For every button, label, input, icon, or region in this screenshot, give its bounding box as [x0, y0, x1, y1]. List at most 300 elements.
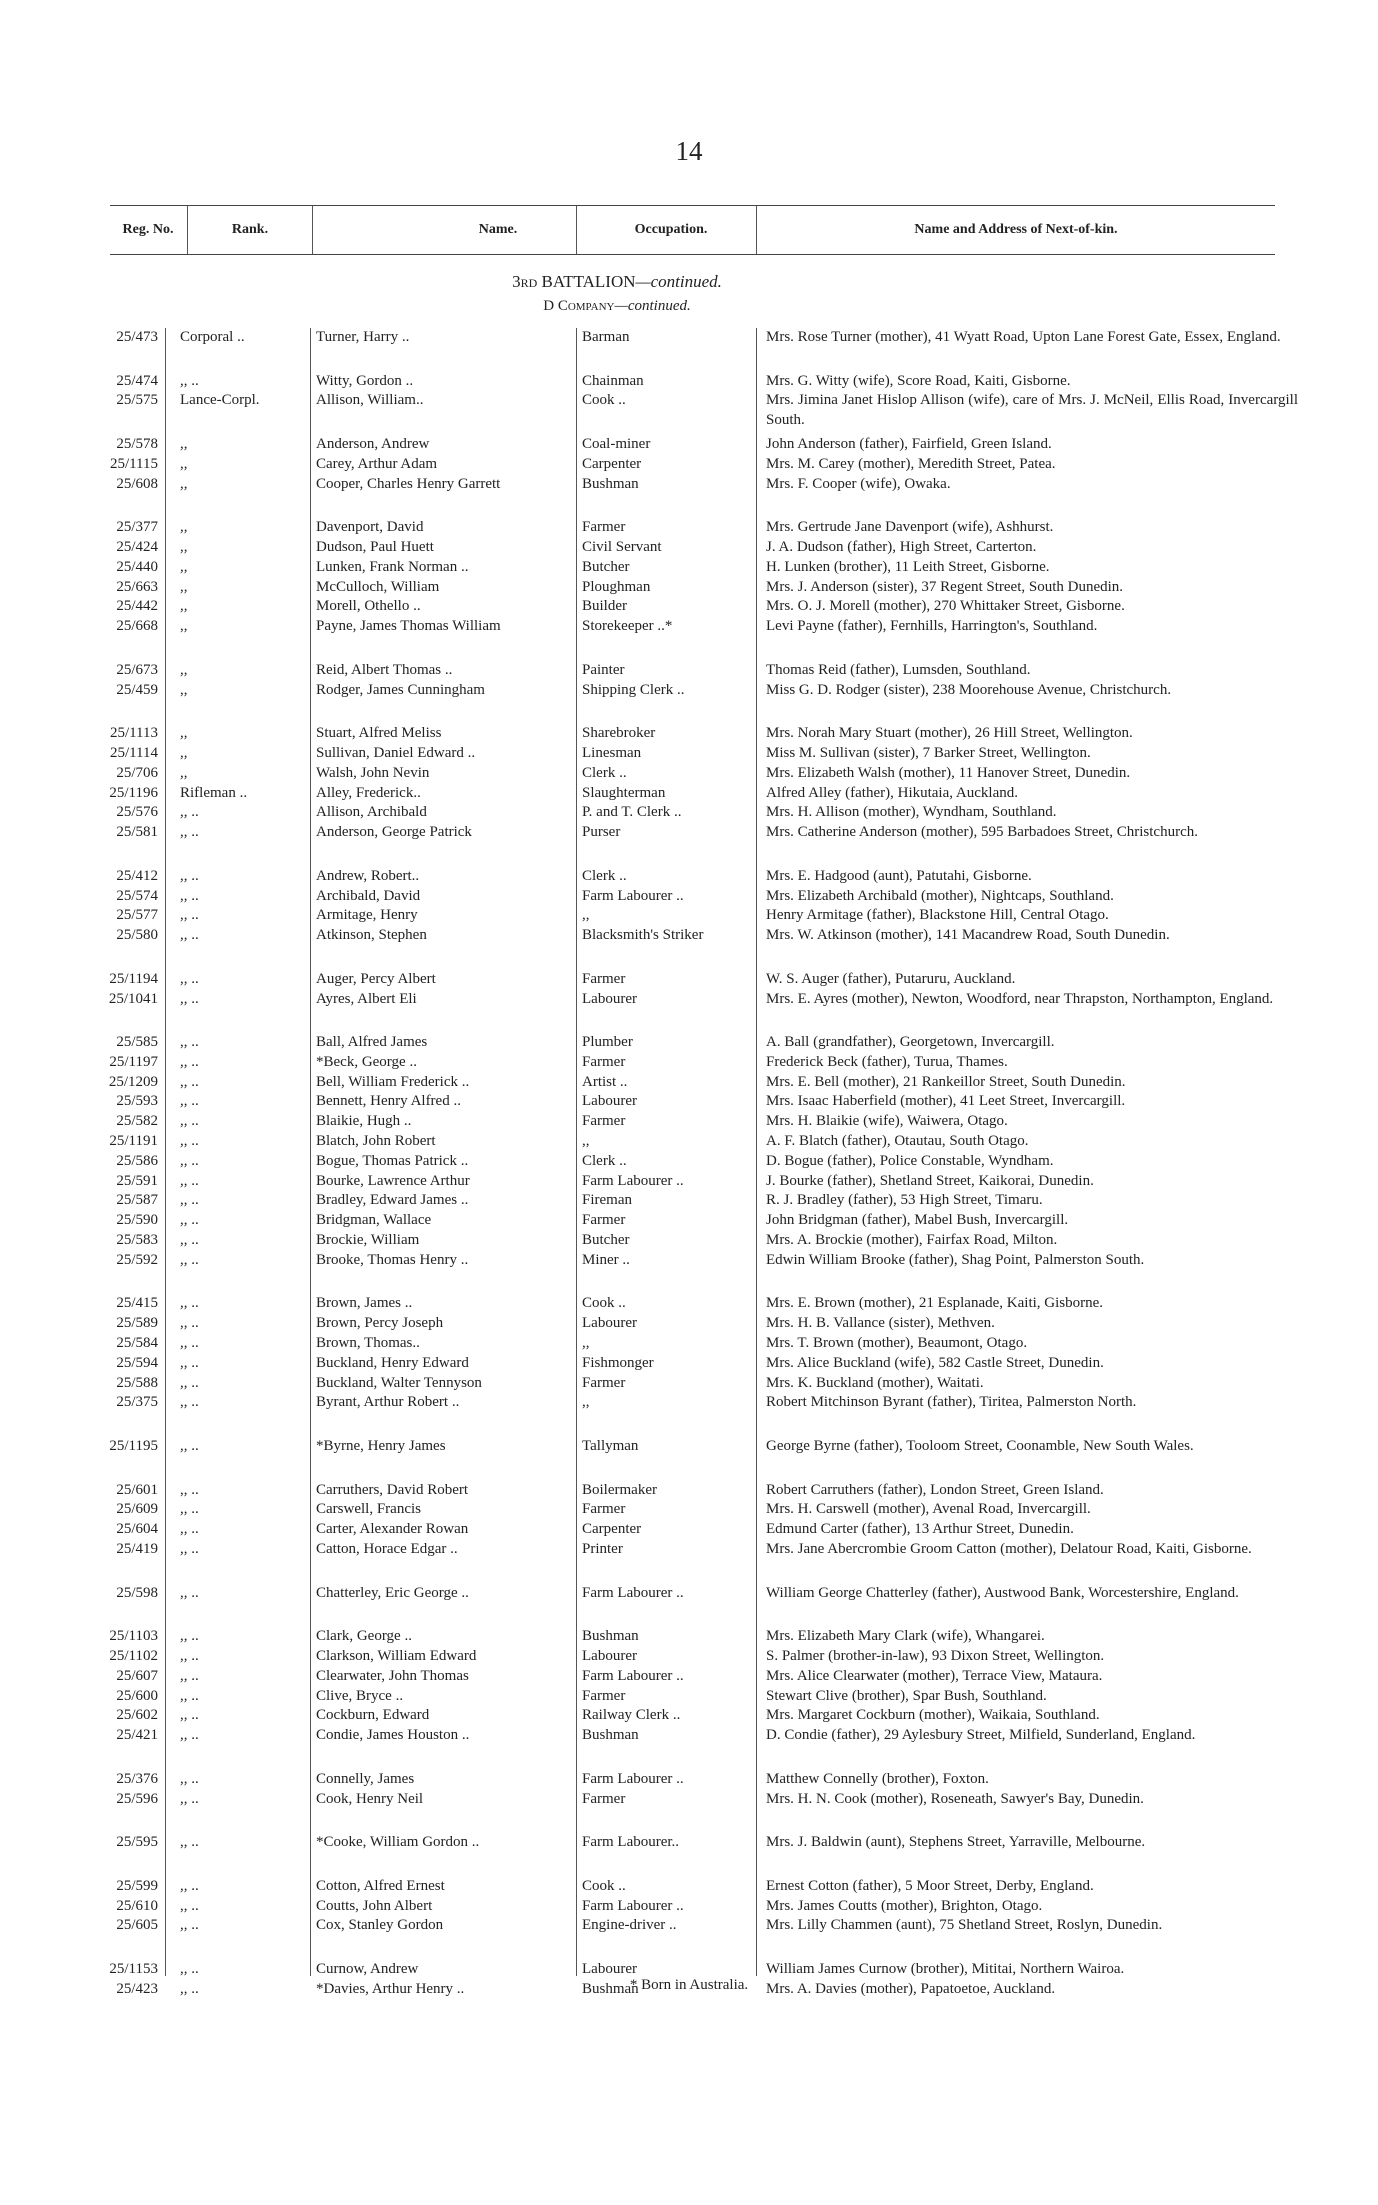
rank-cell: ,, .. — [180, 1541, 199, 1558]
occupation-cell: Boilermaker — [582, 1481, 657, 1498]
name-cell: Cox, Stanley Gordon — [316, 1917, 444, 1934]
name-cell: Buckland, Walter Tennyson — [316, 1374, 482, 1391]
next-of-kin-cell: Mrs. Alice Buckland (wife), 582 Castle Street, Dunedin. — [766, 1354, 1104, 1371]
name-cell: Brown, Percy Joseph — [316, 1315, 444, 1332]
reg-no-cell: 25/594 — [116, 1354, 158, 1371]
occupation-cell: Barman — [582, 329, 630, 345]
occupation-cell: Purser — [582, 824, 621, 841]
table-row — [0, 906, 1378, 926]
table-row — [0, 1540, 1378, 1584]
reg-no-cell: 25/423 — [116, 1980, 158, 1997]
rank-cell: ,, — [180, 455, 188, 472]
table-row — [0, 1294, 1378, 1314]
table-row — [0, 1132, 1378, 1152]
rank-cell: ,, .. — [180, 1521, 199, 1538]
next-of-kin-cell: William James Curnow (brother), Mititai, Northern Wairoa. — [766, 1960, 1125, 1977]
reg-no-cell: 25/1114 — [109, 744, 158, 761]
rank-cell: ,, — [180, 435, 188, 452]
reg-no-cell: 25/598 — [116, 1584, 158, 1601]
table-row — [0, 970, 1378, 990]
table-row — [0, 1314, 1378, 1334]
name-cell: Walsh, John Nevin — [316, 764, 430, 781]
rank-cell: ,, .. — [180, 1877, 199, 1894]
rank-cell: ,, .. — [180, 1438, 199, 1455]
name-cell: Carter, Alexander Rowan — [316, 1521, 469, 1538]
name-cell: Carswell, Francis — [316, 1501, 421, 1518]
occupation-cell: Cook .. — [582, 1877, 626, 1894]
occupation-cell: ,, — [582, 1133, 590, 1150]
next-of-kin-cell: John Bridgman (father), Mabel Bush, Invercargill. — [766, 1212, 1069, 1229]
next-of-kin-cell: A. F. Blatch (father), Otautau, South Otago. — [766, 1133, 1029, 1150]
reg-no-cell: 25/415 — [116, 1295, 158, 1312]
occupation-cell: Cook .. — [582, 1295, 626, 1312]
next-of-kin-cell: Mrs. A. Davies (mother), Papatoetoe, Auckland. — [766, 1980, 1056, 1997]
next-of-kin-cell: Mrs. Catherine Anderson (mother), 595 Barbadoes Street, Christchurch. — [766, 824, 1198, 841]
next-of-kin-cell: Mrs. Elizabeth Archibald (mother), Nightcaps, Southland. — [766, 887, 1114, 904]
reg-no-cell: 25/376 — [116, 1770, 158, 1787]
name-cell: Blatch, John Robert — [316, 1133, 436, 1150]
table-row — [0, 1152, 1378, 1172]
occupation-cell: Civil Servant — [582, 538, 662, 555]
table-row — [0, 475, 1378, 519]
name-cell: Clive, Bryce .. — [316, 1687, 404, 1704]
occupation-cell: Plumber — [582, 1034, 633, 1051]
rank-cell: ,, — [180, 578, 188, 595]
next-of-kin-cell: Edmund Carter (father), 13 Arthur Street, Dunedin. — [766, 1521, 1074, 1538]
occupation-cell: Butcher — [582, 558, 630, 575]
table-row — [0, 1500, 1378, 1520]
reg-no-cell: 25/589 — [116, 1315, 158, 1332]
next-of-kin-cell: Mrs. Rose Turner (mother), 41 Wyatt Road, Upton Lane Forest Gate, Essex, England. — [766, 329, 1281, 345]
reg-no-cell: 25/587 — [116, 1192, 158, 1209]
rank-cell: ,, — [180, 725, 188, 742]
next-of-kin-cell: Alfred Alley (father), Hikutaia, Auckland. — [766, 784, 1018, 801]
table-row — [0, 1053, 1378, 1073]
next-of-kin-cell: Thomas Reid (father), Lumsden, Southland. — [766, 661, 1031, 678]
reg-no-cell: 25/1191 — [109, 1133, 158, 1150]
occupation-cell: Farmer — [582, 1212, 626, 1229]
occupation-cell: Labourer — [582, 1093, 637, 1110]
rank-cell: ,, .. — [180, 907, 199, 924]
name-cell: McCulloch, William — [316, 578, 440, 595]
occupation-cell: P. and T. Clerk .. — [582, 804, 682, 821]
name-cell: Coutts, John Albert — [316, 1897, 433, 1914]
name-cell: Morell, Othello .. — [316, 598, 421, 615]
reg-no-cell: 25/574 — [116, 887, 158, 904]
name-cell: *Byrne, Henry James — [316, 1438, 446, 1455]
next-of-kin-cell: Mrs. H. Allison (mother), Wyndham, Southland. — [766, 804, 1057, 821]
occupation-cell: Farm Labourer.. — [582, 1834, 680, 1851]
reg-no-cell: 25/593 — [116, 1093, 158, 1110]
rank-cell: ,, .. — [180, 1667, 199, 1684]
next-of-kin-cell: Robert Carruthers (father), London Street, Green Island. — [766, 1481, 1104, 1498]
table-row — [0, 1191, 1378, 1211]
rank-cell: ,, .. — [180, 824, 199, 841]
name-cell: Condie, James Houston .. — [316, 1727, 470, 1744]
reg-no-cell: 25/590 — [116, 1212, 158, 1229]
table-row — [0, 1667, 1378, 1687]
occupation-cell: Farmer — [582, 1053, 626, 1070]
table-row — [0, 1073, 1378, 1093]
rank-cell: ,, .. — [180, 1315, 199, 1332]
name-cell: Alley, Frederick.. — [316, 784, 421, 801]
next-of-kin-cell: Levi Payne (father), Fernhills, Harrington's, Southland. — [766, 618, 1098, 635]
occupation-cell: Farmer — [582, 1790, 626, 1807]
next-of-kin-cell: William George Chatterley (father), Austwood Bank, Worcestershire, England. — [766, 1584, 1239, 1601]
next-of-kin-cell: Mrs. J. Anderson (sister), 37 Regent Street, South Dunedin. — [766, 578, 1124, 595]
table-row — [0, 1172, 1378, 1192]
table-row — [0, 1481, 1378, 1501]
rank-cell: ,, — [180, 681, 188, 698]
next-of-kin-cell: Mrs. Alice Clearwater (mother), Terrace View, Mataura. — [766, 1667, 1103, 1684]
table-row — [0, 558, 1378, 578]
table-row — [0, 744, 1378, 764]
rank-cell: ,, .. — [180, 1034, 199, 1051]
table-row — [0, 661, 1378, 681]
reg-no-cell: 25/591 — [116, 1172, 158, 1189]
occupation-cell: Sharebroker — [582, 725, 656, 742]
rank-cell: ,, .. — [180, 1374, 199, 1391]
next-of-kin-cell: Stewart Clive (brother), Spar Bush, Southland. — [766, 1687, 1047, 1704]
rank-cell: ,, .. — [180, 1707, 199, 1724]
next-of-kin-cell: Miss G. D. Rodger (sister), 238 Moorehouse Avenue, Christchurch. — [766, 681, 1172, 698]
rank-cell: ,, .. — [180, 1394, 199, 1411]
table-row — [0, 1092, 1378, 1112]
table-row — [0, 1916, 1378, 1960]
table-row — [0, 1706, 1378, 1726]
next-of-kin-cell: Mrs. Lilly Chammen (aunt), 75 Shetland Street, Roslyn, Dunedin. — [766, 1917, 1163, 1934]
next-of-kin-cell: Mrs. H. B. Vallance (sister), Methven. — [766, 1315, 995, 1332]
reg-no-cell: 25/1195 — [109, 1438, 158, 1455]
next-of-kin-cell: A. Ball (grandfather), Georgetown, Invercargill. — [766, 1034, 1055, 1051]
reg-no-cell: 25/599 — [116, 1877, 158, 1894]
next-of-kin-cell: Mrs. F. Cooper (wife), Owaka. — [766, 475, 951, 492]
occupation-cell: Printer — [582, 1541, 623, 1558]
table-row — [0, 1211, 1378, 1231]
occupation-cell: Farmer — [582, 1687, 626, 1704]
occupation-cell: Bushman — [582, 475, 639, 492]
name-cell: Bourke, Lawrence Arthur — [316, 1172, 470, 1189]
reg-no-cell: 25/663 — [116, 578, 158, 595]
occupation-cell: Farm Labourer .. — [582, 1667, 684, 1684]
rank-cell: ,, .. — [180, 1133, 199, 1150]
reg-no-cell: 25/601 — [116, 1481, 158, 1498]
occupation-cell: Fishmonger — [582, 1354, 654, 1371]
table-row — [0, 1393, 1378, 1437]
table-row — [0, 1790, 1378, 1834]
table-row — [0, 1584, 1378, 1628]
next-of-kin-cell: Mrs. G. Witty (wife), Score Road, Kaiti, Gisborne. — [766, 372, 1071, 389]
reg-no-cell: 25/588 — [116, 1374, 158, 1391]
occupation-cell: Farm Labourer .. — [582, 1172, 684, 1189]
rank-cell: ,, .. — [180, 927, 199, 944]
table-row — [0, 1033, 1378, 1053]
next-of-kin-cell: Mrs. Gertrude Jane Davenport (wife), Ashhurst. — [766, 519, 1054, 536]
next-of-kin-cell: Mrs. Margaret Cockburn (mother), Waikaia, Southland. — [766, 1707, 1100, 1724]
rank-cell: ,, .. — [180, 1980, 199, 1997]
name-cell: Armitage, Henry — [316, 907, 418, 924]
rank-cell: ,, .. — [180, 1727, 199, 1744]
reg-no-cell: 25/600 — [116, 1687, 158, 1704]
name-cell: Archibald, David — [316, 887, 421, 904]
table-row — [0, 681, 1378, 725]
name-cell: Chatterley, Eric George .. — [316, 1584, 469, 1601]
next-of-kin-cell: J. A. Dudson (father), High Street, Carterton. — [766, 538, 1037, 555]
reg-no-cell: 25/580 — [116, 927, 158, 944]
occupation-cell: Farm Labourer .. — [582, 1584, 684, 1601]
occupation-cell: Tallyman — [582, 1438, 639, 1455]
name-cell: Andrew, Robert.. — [316, 867, 420, 884]
next-of-kin-cell: J. Bourke (father), Shetland Street, Kaikorai, Dunedin. — [766, 1172, 1094, 1189]
reg-no-cell: 25/673 — [116, 661, 158, 678]
reg-no-cell: 25/584 — [116, 1335, 158, 1352]
table-row — [0, 617, 1378, 661]
reg-no-cell: 25/604 — [116, 1521, 158, 1538]
reg-no-cell: 25/596 — [116, 1790, 158, 1807]
name-cell: Clark, George .. — [316, 1628, 412, 1645]
name-cell: Connelly, James — [316, 1770, 415, 1787]
table-row — [0, 1627, 1378, 1647]
rank-cell: ,, .. — [180, 1093, 199, 1110]
name-cell: Brockie, William — [316, 1232, 420, 1249]
occupation-cell: Farmer — [582, 1374, 626, 1391]
name-cell: Carey, Arthur Adam — [316, 455, 438, 472]
reg-no-cell: 25/583 — [116, 1232, 158, 1249]
table-row — [0, 1687, 1378, 1707]
company-title: D Company — [543, 298, 615, 314]
next-of-kin-cell: Mrs. Jimina Janet Hislop Allison (wife), care of Mrs. J. McNeil, Ellis Road, Invercargill South. — [766, 392, 1298, 429]
occupation-cell: Farm Labourer .. — [582, 887, 684, 904]
occupation-cell: Artist .. — [582, 1073, 628, 1090]
next-of-kin-cell: Mrs. James Coutts (mother), Brighton, Otago. — [766, 1897, 1043, 1914]
next-of-kin-cell: Mrs. Elizabeth Mary Clark (wife), Whangarei. — [766, 1628, 1045, 1645]
rank-cell: ,, .. — [180, 1212, 199, 1229]
rank-cell: ,, .. — [180, 1897, 199, 1914]
reg-no-cell: 25/442 — [116, 598, 158, 615]
name-cell: Carruthers, David Robert — [316, 1481, 469, 1498]
occupation-cell: Linesman — [582, 744, 642, 761]
battalion-suffix: —continued. — [635, 272, 722, 291]
reg-no-cell: 25/595 — [116, 1834, 158, 1851]
reg-no-cell: 25/1153 — [109, 1960, 158, 1977]
table-row — [0, 1877, 1378, 1897]
reg-no-cell: 25/1197 — [109, 1053, 158, 1070]
name-cell: *Davies, Arthur Henry .. — [316, 1980, 465, 1997]
next-of-kin-cell: Miss M. Sullivan (sister), 7 Barker Street, Wellington. — [766, 744, 1091, 761]
occupation-cell: Blacksmith's Striker — [582, 927, 704, 944]
occupation-cell: Farmer — [582, 970, 626, 987]
name-cell: Anderson, George Patrick — [316, 824, 472, 841]
reg-no-cell: 25/602 — [116, 1707, 158, 1724]
next-of-kin-cell: Mrs. E. Brown (mother), 21 Esplanade, Kaiti, Gisborne. — [766, 1295, 1104, 1312]
table-row — [0, 867, 1378, 887]
name-cell: Brown, James .. — [316, 1295, 413, 1312]
name-cell: Cooper, Charles Henry Garrett — [316, 475, 501, 492]
reg-no-cell: 25/1209 — [108, 1073, 158, 1090]
name-cell: Brooke, Thomas Henry .. — [316, 1251, 469, 1268]
next-of-kin-cell: Mrs. W. Atkinson (mother), 141 Macandrew Road, South Dunedin. — [766, 927, 1170, 944]
table-row — [0, 1647, 1378, 1667]
table-row — [0, 823, 1378, 867]
occupation-cell: Labourer — [582, 1315, 637, 1332]
occupation-cell: Farm Labourer .. — [582, 1897, 684, 1914]
battalion-prefix: 3rd — [512, 272, 538, 291]
name-cell: Bogue, Thomas Patrick .. — [316, 1152, 469, 1169]
reg-no-cell: 25/575 — [116, 392, 158, 409]
reg-no-cell: 25/576 — [116, 804, 158, 821]
occupation-cell: ,, — [582, 1335, 590, 1352]
table-row — [0, 764, 1378, 784]
occupation-cell: Chainman — [582, 372, 644, 389]
name-cell: Reid, Albert Thomas .. — [316, 661, 453, 678]
name-cell: Clearwater, John Thomas — [316, 1667, 469, 1684]
name-cell: Cook, Henry Neil — [316, 1790, 424, 1807]
table-row — [0, 1770, 1378, 1790]
table-row — [0, 784, 1378, 804]
header-next-of-kin: Name and Address of Next-of-kin. — [914, 222, 1118, 237]
occupation-cell: Farmer — [582, 1501, 626, 1518]
occupation-cell: Clerk .. — [582, 1152, 627, 1169]
rank-cell: ,, — [180, 538, 188, 555]
rank-cell: ,, .. — [180, 867, 199, 884]
reg-no-cell: 25/1113 — [109, 725, 158, 742]
next-of-kin-cell: Mrs. Elizabeth Walsh (mother), 11 Hanover Street, Dunedin. — [766, 764, 1131, 781]
next-of-kin-cell: Matthew Connelly (brother), Foxton. — [766, 1770, 989, 1787]
table-row — [0, 391, 1378, 435]
next-of-kin-cell: Mrs. Norah Mary Stuart (mother), 26 Hill Street, Wellington. — [766, 725, 1133, 742]
rank-cell: ,, .. — [180, 1770, 199, 1787]
rank-cell: ,, .. — [180, 1192, 199, 1209]
next-of-kin-cell: George Byrne (father), Tooloom Street, Coonamble, New South Wales. — [766, 1438, 1194, 1455]
column-header-row — [110, 205, 1275, 255]
table-row — [0, 724, 1378, 744]
table-row — [0, 1112, 1378, 1132]
reg-no-cell: 25/440 — [116, 558, 158, 575]
occupation-cell: Bushman — [582, 1727, 639, 1744]
occupation-cell: Slaughterman — [582, 784, 666, 801]
rank-cell: ,, .. — [180, 887, 199, 904]
name-cell: Payne, James Thomas William — [316, 618, 501, 635]
next-of-kin-cell: Ernest Cotton (father), 5 Moor Street, Derby, England. — [766, 1877, 1094, 1894]
occupation-cell: Builder — [582, 598, 627, 615]
table-row — [0, 538, 1378, 558]
occupation-cell: Railway Clerk .. — [582, 1707, 681, 1724]
table-row — [0, 578, 1378, 598]
reg-no-cell: 25/473 — [116, 329, 158, 345]
rank-cell: Corporal .. — [180, 329, 245, 345]
next-of-kin-cell: Mrs. J. Baldwin (aunt), Stephens Street, Yarraville, Melbourne. — [766, 1834, 1146, 1851]
occupation-cell: Miner .. — [582, 1251, 630, 1268]
reg-no-cell: 25/608 — [116, 475, 158, 492]
rank-cell: ,, — [180, 558, 188, 575]
rank-cell: ,, .. — [180, 1481, 199, 1498]
header-reg-no: Reg. No. — [122, 222, 174, 237]
reg-no-cell: 25/578 — [116, 435, 158, 452]
next-of-kin-cell: Mrs. E. Hadgood (aunt), Patutahi, Gisborne. — [766, 867, 1032, 884]
name-cell: Buckland, Henry Edward — [316, 1354, 469, 1371]
name-cell: Turner, Harry .. — [316, 329, 410, 345]
occupation-cell: Ploughman — [582, 578, 651, 595]
occupation-cell: Carpenter — [582, 1521, 642, 1538]
name-cell: Bradley, Edward James .. — [316, 1192, 469, 1209]
reg-no-cell: 25/421 — [116, 1727, 158, 1744]
reg-no-cell: 25/582 — [116, 1113, 158, 1130]
rank-cell: ,, .. — [180, 1960, 199, 1977]
table-row — [0, 1354, 1378, 1374]
name-cell: Atkinson, Stephen — [316, 927, 427, 944]
next-of-kin-cell: D. Bogue (father), Police Constable, Wyndham. — [766, 1152, 1054, 1169]
name-cell: Dudson, Paul Huett — [316, 538, 434, 555]
name-cell: Cockburn, Edward — [316, 1707, 430, 1724]
reg-no-cell: 25/581 — [116, 824, 158, 841]
occupation-cell: Butcher — [582, 1232, 630, 1249]
rank-cell: ,, — [180, 764, 188, 781]
table-row — [0, 803, 1378, 823]
table-row — [0, 1374, 1378, 1394]
occupation-cell: Farm Labourer .. — [582, 1770, 684, 1787]
rank-cell: ,, — [180, 519, 188, 536]
reg-no-cell: 25/377 — [116, 519, 158, 536]
rank-cell: ,, .. — [180, 1232, 199, 1249]
occupation-cell: Labourer — [582, 990, 637, 1007]
next-of-kin-cell: Mrs. E. Bell (mother), 21 Rankeillor Street, South Dunedin. — [766, 1073, 1126, 1090]
table-row — [0, 990, 1378, 1034]
next-of-kin-cell: Mrs. T. Brown (mother), Beaumont, Otago. — [766, 1335, 1028, 1352]
next-of-kin-cell: D. Condie (father), 29 Aylesbury Street, Milfield, Sunderland, England. — [766, 1727, 1196, 1744]
occupation-cell: Farmer — [582, 1113, 626, 1130]
rank-cell: ,, .. — [180, 1295, 199, 1312]
name-cell: Auger, Percy Albert — [316, 970, 436, 987]
reg-no-cell: 25/424 — [116, 538, 158, 555]
header-rank: Rank. — [231, 222, 269, 237]
rank-cell: ,, .. — [180, 1917, 199, 1934]
rank-cell: ,, .. — [180, 1834, 199, 1851]
occupation-cell: Painter — [582, 661, 625, 678]
next-of-kin-cell: Mrs. H. Blaikie (wife), Waiwera, Otago. — [766, 1113, 1008, 1130]
rank-cell: Lance-Corpl. — [180, 392, 260, 409]
next-of-kin-cell: W. S. Auger (father), Putaruru, Auckland. — [766, 970, 1016, 987]
reg-no-cell: 25/609 — [116, 1501, 158, 1518]
name-cell: Stuart, Alfred Meliss — [316, 725, 442, 742]
reg-no-cell: 25/586 — [116, 1152, 158, 1169]
occupation-cell: Clerk .. — [582, 764, 627, 781]
occupation-cell: Labourer — [582, 1960, 637, 1977]
table-row — [0, 1231, 1378, 1251]
rank-cell: Rifleman .. — [180, 784, 248, 801]
rank-cell: ,, .. — [180, 1335, 199, 1352]
reg-no-cell: 25/1194 — [109, 970, 158, 987]
name-cell: Bell, William Frederick .. — [316, 1073, 470, 1090]
header-name: Name. — [478, 222, 518, 237]
table-row — [0, 1437, 1378, 1481]
name-cell: Allison, Archibald — [316, 804, 427, 821]
name-cell: Brown, Thomas.. — [316, 1335, 420, 1352]
occupation-cell: Shipping Clerk .. — [582, 681, 685, 698]
table-row — [0, 1251, 1378, 1295]
reg-no-cell: 25/419 — [116, 1541, 158, 1558]
table-row — [0, 1833, 1378, 1877]
page-number: 14 — [675, 136, 703, 166]
occupation-cell: Clerk .. — [582, 867, 627, 884]
nominal-roll-table — [0, 328, 1378, 2000]
name-cell: Bridgman, Wallace — [316, 1212, 432, 1229]
next-of-kin-cell: Mrs. O. J. Morell (mother), 270 Whittaker Street, Gisborne. — [766, 598, 1125, 615]
table-row — [0, 597, 1378, 617]
name-cell: Lunken, Frank Norman .. — [316, 558, 469, 575]
table-row — [0, 372, 1378, 392]
next-of-kin-cell: Robert Mitchinson Byrant (father), Tiritea, Palmerston North. — [766, 1394, 1137, 1411]
rank-cell: ,, — [180, 618, 188, 635]
